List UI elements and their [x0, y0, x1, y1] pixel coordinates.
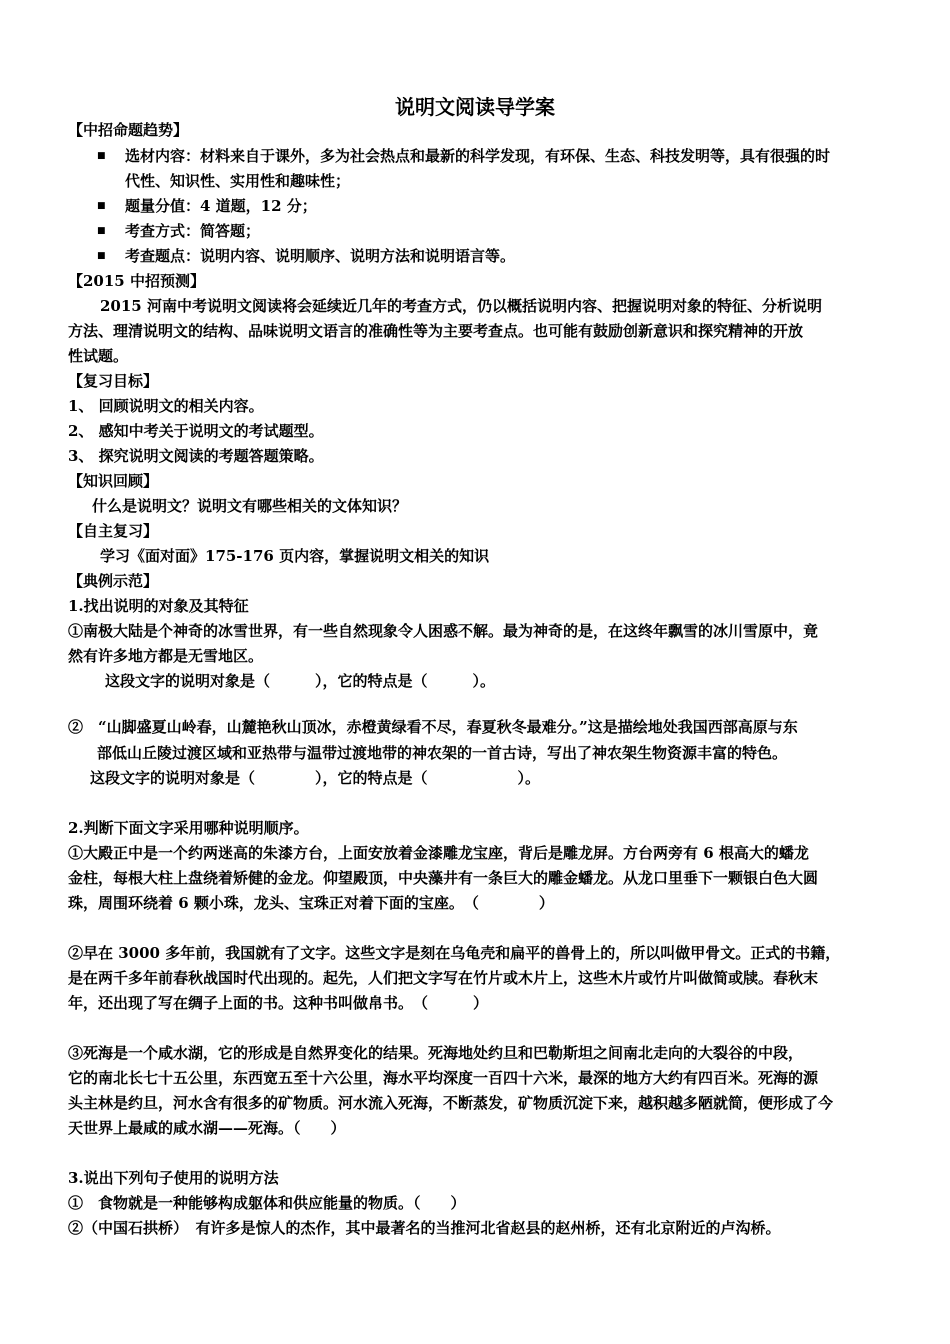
bullet-icon: ■ — [97, 251, 106, 261]
question-1-title: 1.找出说明的对象及其特征 — [68, 597, 249, 615]
goal-item-2: 2、 感知中考关于说明文的考试题型。 — [68, 422, 324, 440]
bullet-exam-points: 考查题点：说明内容、说明顺序、说明方法和说明语言等。 — [125, 247, 516, 265]
question-1a-line-2: 然有许多地方都是无雪地区。 — [68, 647, 264, 665]
question-2-title: 2.判断下面文字采用哪种说明顺序。 — [68, 819, 309, 837]
page-title: 说明文阅读导学案 — [395, 95, 555, 119]
question-2b-line-1: ②早在 3000 多年前，我国就有了文字。这些文字是刻在乌龟壳和扁平的兽骨上的，所以叫做甲骨文。正式的书籍， — [68, 944, 841, 962]
section-heading-self-study: 【自主复习】 — [68, 522, 159, 540]
goal-item-1: 1、 回顾说明文的相关内容。 — [68, 397, 264, 415]
section-heading-goals: 【复习目标】 — [68, 372, 159, 390]
bullet-material-line-1: 选材内容：材料来自于课外，多为社会热点和最新的科学发现，有环保、生态、科技发明等，具有很强的时 — [125, 147, 831, 165]
section-heading-forecast: 【2015 中招预测】 — [68, 272, 205, 290]
question-1b-line-1: ② “山脚盛夏山岭春，山麓艳秋山顶冰，赤橙黄绿看不尽，春夏秋冬最难分。”这是描绘地处我国西部高原与东 — [68, 718, 798, 736]
question-2c-line-4: 天世界上最咸的咸水湖——死海。（ ） — [68, 1119, 346, 1137]
question-3b: ②（中国石拱桥） 有许多是惊人的杰作，其中最著名的当推河北省赵县的赵州桥，还有北京附近的卢沟桥。 — [68, 1219, 781, 1237]
bullet-exam-type: 考查方式：简答题； — [125, 222, 261, 240]
question-2c-line-3: 头主林是约旦，河水含有很多的矿物质。河水流入死海，不断蒸发，矿物质沉淀下来，越积越多陋就简，便形成了今 — [68, 1094, 834, 1112]
bullet-icon: ■ — [97, 151, 106, 161]
bullet-icon: ■ — [97, 226, 106, 236]
self-study-text: 学习《面对面》175-176 页内容，掌握说明文相关的知识 — [100, 547, 490, 565]
question-2a-line-3: 珠，周围环绕着 6 颗小珠，龙头、宝珠正对着下面的宝座。 （ ） — [68, 894, 554, 912]
question-2b-line-3: 年，还出现了写在绸子上面的书。这种书叫做帛书。 （ ） — [68, 994, 489, 1012]
review-question: 什么是说明文？说明文有哪些相关的文体知识？ — [92, 497, 408, 515]
question-1b-line-2: 部低山丘陵过渡区域和亚热带与温带过渡地带的神农架的一首古诗，写出了神农架生物资源丰富的特色。 — [97, 744, 788, 762]
question-1a-line-1: ①南极大陆是个神奇的冰雪世界，有一些自然现象令人困惑不解。最为神奇的是，在这终年飘雪的冰川雪原中，竟 — [68, 622, 819, 640]
section-heading-examples: 【典例示范】 — [68, 572, 159, 590]
question-1a-prompt: 这段文字的说明对象是（ ），它的特点是（ ）。 — [105, 672, 496, 690]
question-1b-prompt: 这段文字的说明对象是（ ），它的特点是（ ）。 — [90, 769, 541, 787]
bullet-material-line-2: 代性、知识性、实用性和趣味性； — [125, 172, 351, 190]
section-heading-exam-trend: 【中招命题趋势】 — [68, 121, 189, 139]
forecast-paragraph-line-2: 方法、理清说明文的结构、品味说明文语言的准确性等为主要考查点。也可能有鼓励创新意识和探究精神的开放 — [68, 322, 804, 340]
section-heading-review: 【知识回顾】 — [68, 472, 159, 490]
forecast-paragraph-line-3: 性试题。 — [68, 347, 129, 365]
question-2c-line-1: ③死海是一个咸水湖，它的形成是自然界变化的结果。死海地处约旦和巴勒斯坦之间南北走向的大裂谷的中段， — [68, 1044, 804, 1062]
question-3-title: 3.说出下列句子使用的说明方法 — [68, 1169, 279, 1187]
question-2c-line-2: 它的南北长七十五公里，东西宽五至十六公里，海水平均深度一百四十六米，最深的地方大约有四百米。死海的源 — [68, 1069, 819, 1087]
forecast-paragraph-line-1: 2015 河南中考说明文阅读将会延续近几年的考查方式，仍以概括说明内容、把握说明对象的特征、分析说明 — [100, 297, 822, 315]
bullet-icon: ■ — [97, 201, 106, 211]
question-2b-line-2: 是在两千多年前春秋战国时代出现的。起先，人们把文字写在竹片或木片上，这些木片或竹片叫做简或牍。春秋末 — [68, 969, 819, 987]
question-3a: ① 食物就是一种能够构成躯体和供应能量的物质。（ ） — [68, 1194, 466, 1212]
goal-item-3: 3、 探究说明文阅读的考题答题策略。 — [68, 447, 324, 465]
question-2a-line-2: 金柱，每根大柱上盘绕着矫健的金龙。仰望殿顶，中央藻井有一条巨大的雕金蟠龙。从龙口里垂下一颗银白色大圆 — [68, 869, 819, 887]
question-2a-line-1: ①大殿正中是一个约两迷高的朱漆方台，上面安放着金漆雕龙宝座，背后是雕龙屏。方台两旁有 6 根高大的蟠龙 — [68, 844, 809, 862]
bullet-score: 题量分值：4 道题，12 分； — [125, 197, 317, 215]
